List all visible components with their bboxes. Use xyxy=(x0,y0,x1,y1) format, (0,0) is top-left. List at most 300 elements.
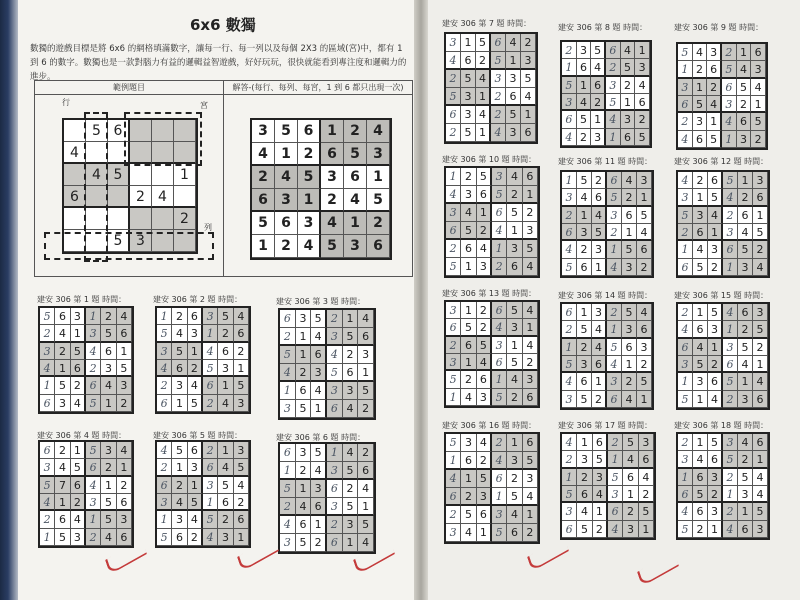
grid-cell[interactable]: 5 xyxy=(622,241,637,258)
grid-cell[interactable]: 1 xyxy=(693,434,708,451)
grid-cell[interactable]: 4 xyxy=(358,534,374,552)
grid-cell[interactable]: 6 xyxy=(117,325,132,342)
grid-cell[interactable]: 3 xyxy=(172,511,187,528)
grid-cell[interactable]: 6 xyxy=(461,452,476,470)
grid-cell[interactable]: 1 xyxy=(562,339,577,356)
grid-cell[interactable]: 4 xyxy=(562,129,577,146)
grid-cell[interactable]: 2 xyxy=(621,77,636,94)
grid-cell[interactable]: 4 xyxy=(738,434,753,451)
grid-cell[interactable]: 3 xyxy=(327,328,343,346)
grid-cell[interactable]: 2 xyxy=(708,486,723,503)
grid-cell[interactable]: 5 xyxy=(55,529,70,546)
grid-cell[interactable]: 3 xyxy=(678,79,693,96)
grid-cell[interactable]: 4 xyxy=(446,186,461,204)
grid-cell[interactable]: 2 xyxy=(40,511,55,528)
grid-cell[interactable]: 2 xyxy=(461,488,476,506)
grid-cell[interactable]: 5 xyxy=(635,129,650,146)
grid-cell[interactable]: 2 xyxy=(577,469,592,486)
grid-cell[interactable]: 2 xyxy=(693,61,708,78)
grid-cell[interactable]: 5 xyxy=(738,241,753,258)
grid-cell[interactable]: 1 xyxy=(344,212,367,235)
grid-cell[interactable]: 6 xyxy=(753,189,768,206)
grid-cell[interactable]: 1 xyxy=(71,325,86,342)
grid-cell[interactable]: 4 xyxy=(476,106,491,124)
grid-cell[interactable]: 5 xyxy=(343,498,359,516)
grid-cell[interactable]: 5 xyxy=(577,521,592,538)
grid-cell[interactable]: 6 xyxy=(637,241,652,258)
grid-cell[interactable]: 1 xyxy=(635,42,650,59)
grid-cell[interactable]: 5 xyxy=(723,172,738,189)
grid-cell[interactable]: 1 xyxy=(101,395,116,412)
grid-cell[interactable]: 3 xyxy=(678,451,693,468)
grid-cell[interactable]: 1 xyxy=(521,106,536,124)
grid-cell[interactable]: 1 xyxy=(311,516,327,534)
grid-cell[interactable]: 6 xyxy=(622,207,637,224)
grid-cell[interactable]: 5 xyxy=(707,131,722,148)
grid-cell[interactable]: 6 xyxy=(607,391,622,408)
grid-cell[interactable]: 6 xyxy=(562,224,577,241)
grid-cell[interactable]: 2 xyxy=(157,377,172,394)
grid-cell[interactable]: 3 xyxy=(577,224,592,241)
grid-cell[interactable]: 3 xyxy=(722,96,737,113)
grid-cell[interactable]: 5 xyxy=(157,529,172,546)
grid-cell[interactable]: 1 xyxy=(311,400,327,418)
grid-cell[interactable]: 1 xyxy=(607,241,622,258)
grid-cell[interactable]: 1 xyxy=(693,189,708,206)
grid-cell[interactable]: 3 xyxy=(461,186,476,204)
grid-cell[interactable]: 1 xyxy=(446,389,461,406)
grid-cell[interactable]: 3 xyxy=(86,325,101,342)
grid-cell[interactable]: 1 xyxy=(708,339,723,356)
grid-cell[interactable]: 1 xyxy=(562,469,577,486)
grid-cell[interactable]: 1 xyxy=(461,354,476,371)
grid-cell[interactable]: 2 xyxy=(507,470,522,488)
grid-cell[interactable]: 1 xyxy=(738,503,753,520)
grid-cell[interactable]: 4 xyxy=(577,503,592,520)
grid-cell[interactable]: 5 xyxy=(562,77,577,94)
grid-cell[interactable]: 1 xyxy=(296,346,312,364)
grid-cell[interactable]: 4 xyxy=(311,328,327,346)
grid-cell[interactable]: 4 xyxy=(507,506,522,524)
grid-cell[interactable]: 3 xyxy=(723,339,738,356)
grid-cell[interactable]: 6 xyxy=(492,470,507,488)
grid-cell[interactable]: 5 xyxy=(506,106,521,124)
grid-cell[interactable]: 4 xyxy=(608,521,623,538)
grid-cell[interactable]: 6 xyxy=(311,498,327,516)
grid-cell[interactable]: 2 xyxy=(327,516,343,534)
grid-cell[interactable]: 1 xyxy=(296,328,312,346)
grid-cell[interactable]: 1 xyxy=(492,488,507,506)
grid-cell[interactable]: 3 xyxy=(446,302,461,319)
grid-cell[interactable]: 5 xyxy=(608,469,623,486)
grid-cell[interactable]: 5 xyxy=(678,44,693,61)
grid-cell[interactable]: 3 xyxy=(234,442,249,459)
grid-cell[interactable]: 5 xyxy=(157,325,172,342)
grid-cell[interactable]: 5 xyxy=(71,459,86,476)
grid-cell[interactable]: 2 xyxy=(577,241,592,258)
grid-cell[interactable]: 1 xyxy=(507,337,522,354)
grid-cell[interactable]: 5 xyxy=(275,120,298,143)
grid-cell[interactable]: 4 xyxy=(507,168,522,186)
grid-cell[interactable]: 5 xyxy=(723,373,738,390)
grid-cell[interactable]: 6 xyxy=(723,241,738,258)
grid-cell[interactable]: 3 xyxy=(562,94,577,111)
grid-cell[interactable]: 2 xyxy=(40,325,55,342)
grid-cell[interactable]: 2 xyxy=(693,521,708,538)
grid-cell[interactable]: 2 xyxy=(343,480,359,498)
grid-cell[interactable]: 1 xyxy=(117,459,132,476)
grid-cell[interactable]: 1 xyxy=(622,356,637,373)
grid-cell[interactable]: 4 xyxy=(343,400,359,418)
grid-cell[interactable]: 6 xyxy=(738,304,753,321)
grid-cell[interactable]: 5 xyxy=(101,494,116,511)
grid-cell[interactable]: 1 xyxy=(358,498,374,516)
grid-cell[interactable]: 3 xyxy=(298,212,321,235)
grid-cell[interactable]: 2 xyxy=(130,186,152,208)
grid-cell[interactable]: 4 xyxy=(40,360,55,377)
grid-cell[interactable]: 2 xyxy=(367,212,390,235)
grid-cell[interactable]: 5 xyxy=(358,382,374,400)
grid-cell[interactable]: 5 xyxy=(678,391,693,408)
grid-cell[interactable]: 3 xyxy=(280,400,296,418)
grid-cell[interactable]: 5 xyxy=(507,354,522,371)
grid-cell[interactable]: 3 xyxy=(577,451,592,468)
grid-cell[interactable]: 2 xyxy=(753,241,768,258)
grid-cell[interactable]: 6 xyxy=(738,207,753,224)
grid-cell[interactable]: 2 xyxy=(693,172,708,189)
grid-cell[interactable]: 1 xyxy=(753,451,768,468)
grid-cell[interactable]: 3 xyxy=(591,129,606,146)
grid-cell[interactable]: 1 xyxy=(606,129,621,146)
grid-cell[interactable]: 1 xyxy=(157,308,172,325)
grid-cell[interactable]: 5 xyxy=(188,395,203,412)
grid-cell[interactable]: 1 xyxy=(327,444,343,462)
grid-cell[interactable]: 4 xyxy=(492,452,507,470)
grid-cell[interactable]: 3 xyxy=(311,480,327,498)
grid-cell[interactable]: 4 xyxy=(621,42,636,59)
grid-cell[interactable]: 4 xyxy=(622,172,637,189)
grid-cell[interactable]: 5 xyxy=(637,207,652,224)
grid-cell[interactable]: 1 xyxy=(461,34,476,52)
grid-cell[interactable]: 3 xyxy=(738,391,753,408)
grid-cell[interactable]: 4 xyxy=(623,451,638,468)
grid-cell[interactable]: 3 xyxy=(723,224,738,241)
grid-cell[interactable]: 5 xyxy=(693,486,708,503)
grid-cell[interactable]: 4 xyxy=(592,321,607,338)
grid-cell[interactable]: 5 xyxy=(507,488,522,506)
grid-cell[interactable]: 5 xyxy=(188,494,203,511)
grid-cell[interactable]: 1 xyxy=(639,521,654,538)
grid-cell[interactable]: 2 xyxy=(607,224,622,241)
grid-cell[interactable]: 5 xyxy=(521,70,536,88)
grid-cell[interactable]: 1 xyxy=(753,207,768,224)
grid-cell[interactable]: 3 xyxy=(130,230,152,252)
grid-cell[interactable]: 4 xyxy=(639,469,654,486)
grid-cell[interactable]: 5 xyxy=(446,434,461,452)
grid-cell[interactable]: 1 xyxy=(723,321,738,338)
grid-cell[interactable]: 5 xyxy=(218,308,233,325)
grid-cell[interactable]: 1 xyxy=(492,371,507,388)
grid-cell[interactable]: 4 xyxy=(446,52,461,70)
grid-cell[interactable]: 6 xyxy=(55,308,70,325)
grid-cell[interactable]: 5 xyxy=(280,480,296,498)
grid-cell[interactable]: 2 xyxy=(86,529,101,546)
grid-cell[interactable]: 6 xyxy=(723,356,738,373)
grid-cell[interactable]: 6 xyxy=(737,113,752,130)
grid-cell[interactable]: 4 xyxy=(55,459,70,476)
grid-cell[interactable]: 4 xyxy=(358,310,374,328)
grid-cell[interactable]: 3 xyxy=(367,143,390,166)
grid-cell[interactable]: 1 xyxy=(321,120,344,143)
grid-cell[interactable]: 6 xyxy=(593,434,608,451)
grid-cell[interactable]: 1 xyxy=(275,143,298,166)
grid-cell[interactable]: 4 xyxy=(707,96,722,113)
grid-cell[interactable]: 6 xyxy=(637,321,652,338)
grid-cell[interactable]: 6 xyxy=(203,377,218,394)
grid-cell[interactable]: 3 xyxy=(507,240,522,258)
grid-cell[interactable]: 2 xyxy=(577,129,592,146)
grid-cell[interactable]: 3 xyxy=(562,391,577,408)
grid-cell[interactable]: 3 xyxy=(327,498,343,516)
grid-cell[interactable]: 4 xyxy=(753,469,768,486)
grid-cell[interactable]: 3 xyxy=(637,172,652,189)
grid-cell[interactable]: 6 xyxy=(623,469,638,486)
grid-cell[interactable]: 5 xyxy=(607,339,622,356)
grid-cell[interactable]: 2 xyxy=(492,434,507,452)
grid-cell[interactable]: 1 xyxy=(477,204,492,222)
grid-cell[interactable] xyxy=(130,164,152,186)
grid-cell[interactable]: 4 xyxy=(477,354,492,371)
grid-cell[interactable]: 4 xyxy=(203,529,218,546)
grid-cell[interactable]: 5 xyxy=(108,230,130,252)
grid-cell[interactable]: 3 xyxy=(358,346,374,364)
grid-cell[interactable]: 5 xyxy=(622,304,637,321)
grid-cell[interactable]: 5 xyxy=(678,521,693,538)
grid-cell[interactable]: 4 xyxy=(693,339,708,356)
grid-cell[interactable]: 1 xyxy=(174,164,196,186)
grid-cell[interactable]: 4 xyxy=(280,364,296,382)
grid-cell[interactable]: 5 xyxy=(577,172,592,189)
grid-cell[interactable]: 5 xyxy=(723,451,738,468)
grid-cell[interactable]: 5 xyxy=(117,360,132,377)
grid-cell[interactable]: 1 xyxy=(592,259,607,276)
grid-cell[interactable]: 2 xyxy=(635,111,650,128)
grid-cell[interactable]: 4 xyxy=(753,259,768,276)
grid-cell[interactable]: 1 xyxy=(446,452,461,470)
grid-cell[interactable]: 4 xyxy=(311,462,327,480)
grid-cell[interactable]: 2 xyxy=(218,325,233,342)
grid-cell[interactable]: 1 xyxy=(234,529,249,546)
grid-cell[interactable]: 4 xyxy=(234,477,249,494)
grid-cell[interactable]: 1 xyxy=(637,189,652,206)
grid-cell[interactable]: 5 xyxy=(562,356,577,373)
grid-cell[interactable]: 1 xyxy=(577,304,592,321)
grid-cell[interactable]: 6 xyxy=(678,259,693,276)
grid-cell[interactable]: 3 xyxy=(40,343,55,360)
grid-cell[interactable]: 2 xyxy=(234,343,249,360)
grid-cell[interactable]: 2 xyxy=(622,373,637,390)
grid-cell[interactable]: 2 xyxy=(708,259,723,276)
grid-cell[interactable] xyxy=(108,186,130,208)
grid-cell[interactable]: 5 xyxy=(343,462,359,480)
grid-cell[interactable]: 1 xyxy=(637,391,652,408)
grid-cell[interactable]: 1 xyxy=(476,88,491,106)
grid-cell[interactable]: 3 xyxy=(507,319,522,336)
grid-cell[interactable]: 1 xyxy=(40,529,55,546)
grid-cell[interactable]: 2 xyxy=(562,321,577,338)
grid-cell[interactable]: 2 xyxy=(203,442,218,459)
grid-cell[interactable]: 5 xyxy=(477,470,492,488)
grid-cell[interactable]: 4 xyxy=(491,124,506,142)
grid-cell[interactable]: 5 xyxy=(343,328,359,346)
grid-cell[interactable]: 4 xyxy=(234,308,249,325)
grid-cell[interactable]: 4 xyxy=(172,494,187,511)
grid-cell[interactable]: 1 xyxy=(577,207,592,224)
grid-cell[interactable]: 2 xyxy=(477,452,492,470)
grid-cell[interactable]: 3 xyxy=(562,503,577,520)
grid-cell[interactable]: 6 xyxy=(562,304,577,321)
grid-cell[interactable]: 3 xyxy=(446,204,461,222)
grid-cell[interactable]: 3 xyxy=(296,310,312,328)
grid-cell[interactable]: 4 xyxy=(722,113,737,130)
grid-cell[interactable]: 5 xyxy=(280,346,296,364)
grid-cell[interactable]: 5 xyxy=(738,469,753,486)
grid-cell[interactable]: 6 xyxy=(172,360,187,377)
grid-cell[interactable]: 4 xyxy=(592,339,607,356)
grid-cell[interactable]: 3 xyxy=(252,120,275,143)
grid-cell[interactable]: 1 xyxy=(577,77,592,94)
grid-cell[interactable]: 3 xyxy=(622,259,637,276)
grid-cell[interactable]: 4 xyxy=(678,131,693,148)
grid-cell[interactable]: 4 xyxy=(693,451,708,468)
grid-cell[interactable]: 6 xyxy=(562,521,577,538)
grid-cell[interactable]: 6 xyxy=(608,503,623,520)
grid-cell[interactable]: 4 xyxy=(461,204,476,222)
grid-cell[interactable]: 5 xyxy=(86,442,101,459)
grid-cell[interactable]: 3 xyxy=(492,337,507,354)
grid-cell[interactable]: 2 xyxy=(562,42,577,59)
grid-cell[interactable]: 6 xyxy=(86,377,101,394)
grid-cell[interactable]: 6 xyxy=(218,494,233,511)
grid-cell[interactable]: 6 xyxy=(477,506,492,524)
grid-cell[interactable]: 5 xyxy=(751,113,766,130)
grid-cell[interactable]: 3 xyxy=(622,321,637,338)
grid-cell[interactable]: 1 xyxy=(593,503,608,520)
grid-cell[interactable]: 4 xyxy=(188,377,203,394)
grid-cell[interactable]: 5 xyxy=(753,503,768,520)
grid-cell[interactable]: 4 xyxy=(562,434,577,451)
grid-cell[interactable]: 1 xyxy=(751,96,766,113)
grid-cell[interactable]: 4 xyxy=(521,88,536,106)
grid-cell[interactable]: 6 xyxy=(751,44,766,61)
grid-cell[interactable]: 6 xyxy=(296,516,312,534)
grid-cell[interactable]: 2 xyxy=(507,186,522,204)
grid-cell[interactable]: 2 xyxy=(639,486,654,503)
grid-cell[interactable]: 4 xyxy=(477,240,492,258)
grid-cell[interactable]: 1 xyxy=(507,222,522,240)
grid-cell[interactable]: 1 xyxy=(723,259,738,276)
grid-cell[interactable]: 4 xyxy=(591,59,606,76)
grid-cell[interactable]: 6 xyxy=(344,166,367,189)
grid-cell[interactable]: 4 xyxy=(446,470,461,488)
grid-cell[interactable]: 5 xyxy=(446,371,461,388)
grid-cell[interactable]: 1 xyxy=(708,521,723,538)
grid-cell[interactable]: 2 xyxy=(280,328,296,346)
grid-cell[interactable]: 4 xyxy=(298,235,321,258)
grid-cell[interactable]: 6 xyxy=(275,212,298,235)
grid-cell[interactable]: 2 xyxy=(157,459,172,476)
grid-cell[interactable]: 1 xyxy=(55,360,70,377)
grid-cell[interactable]: 5 xyxy=(203,511,218,528)
grid-cell[interactable]: 3 xyxy=(203,308,218,325)
grid-cell[interactable]: 3 xyxy=(637,339,652,356)
grid-cell[interactable]: 6 xyxy=(693,321,708,338)
grid-cell[interactable]: 5 xyxy=(358,516,374,534)
grid-cell[interactable]: 6 xyxy=(321,143,344,166)
grid-cell[interactable]: 5 xyxy=(311,444,327,462)
grid-cell[interactable]: 1 xyxy=(678,373,693,390)
grid-cell[interactable]: 2 xyxy=(577,339,592,356)
grid-cell[interactable]: 5 xyxy=(722,61,737,78)
grid-cell[interactable]: 5 xyxy=(234,459,249,476)
grid-cell[interactable]: 5 xyxy=(491,52,506,70)
grid-cell[interactable]: 2 xyxy=(234,494,249,511)
grid-cell[interactable]: 1 xyxy=(298,189,321,212)
grid-cell[interactable]: 4 xyxy=(117,442,132,459)
grid-cell[interactable]: 3 xyxy=(327,382,343,400)
grid-cell[interactable]: 3 xyxy=(296,444,312,462)
grid-cell[interactable]: 1 xyxy=(492,240,507,258)
grid-cell[interactable]: 5 xyxy=(461,506,476,524)
grid-cell[interactable]: 4 xyxy=(86,477,101,494)
grid-cell[interactable]: 2 xyxy=(591,94,606,111)
grid-cell[interactable]: 1 xyxy=(622,224,637,241)
grid-cell[interactable]: 6 xyxy=(492,302,507,319)
grid-cell[interactable]: 3 xyxy=(446,354,461,371)
grid-cell[interactable]: 3 xyxy=(275,189,298,212)
grid-cell[interactable]: 4 xyxy=(71,511,86,528)
grid-cell[interactable]: 6 xyxy=(101,343,116,360)
grid-cell[interactable]: 6 xyxy=(506,88,521,106)
grid-cell[interactable]: 1 xyxy=(461,258,476,276)
grid-cell[interactable]: 1 xyxy=(678,241,693,258)
grid-cell[interactable]: 5 xyxy=(708,434,723,451)
grid-cell[interactable]: 6 xyxy=(446,319,461,336)
grid-cell[interactable]: 4 xyxy=(280,516,296,534)
grid-cell[interactable]: 5 xyxy=(446,88,461,106)
grid-cell[interactable]: 6 xyxy=(477,186,492,204)
grid-cell[interactable]: 6 xyxy=(523,389,538,406)
grid-cell[interactable]: 3 xyxy=(623,521,638,538)
grid-cell[interactable]: 6 xyxy=(577,259,592,276)
grid-cell[interactable]: 6 xyxy=(446,106,461,124)
grid-cell[interactable]: 1 xyxy=(737,44,752,61)
grid-cell[interactable]: 1 xyxy=(722,131,737,148)
grid-cell[interactable]: 2 xyxy=(492,258,507,276)
grid-cell[interactable]: 4 xyxy=(606,111,621,128)
grid-cell[interactable]: 3 xyxy=(446,34,461,52)
grid-cell[interactable]: 6 xyxy=(40,395,55,412)
grid-cell[interactable]: 3 xyxy=(507,452,522,470)
grid-cell[interactable]: 2 xyxy=(737,96,752,113)
grid-cell[interactable]: 1 xyxy=(753,356,768,373)
grid-cell[interactable]: 6 xyxy=(738,521,753,538)
grid-cell[interactable]: 6 xyxy=(523,434,538,452)
grid-cell[interactable]: 5 xyxy=(753,224,768,241)
grid-cell[interactable]: 4 xyxy=(172,325,187,342)
grid-cell[interactable]: 5 xyxy=(296,400,312,418)
grid-cell[interactable]: 3 xyxy=(723,434,738,451)
